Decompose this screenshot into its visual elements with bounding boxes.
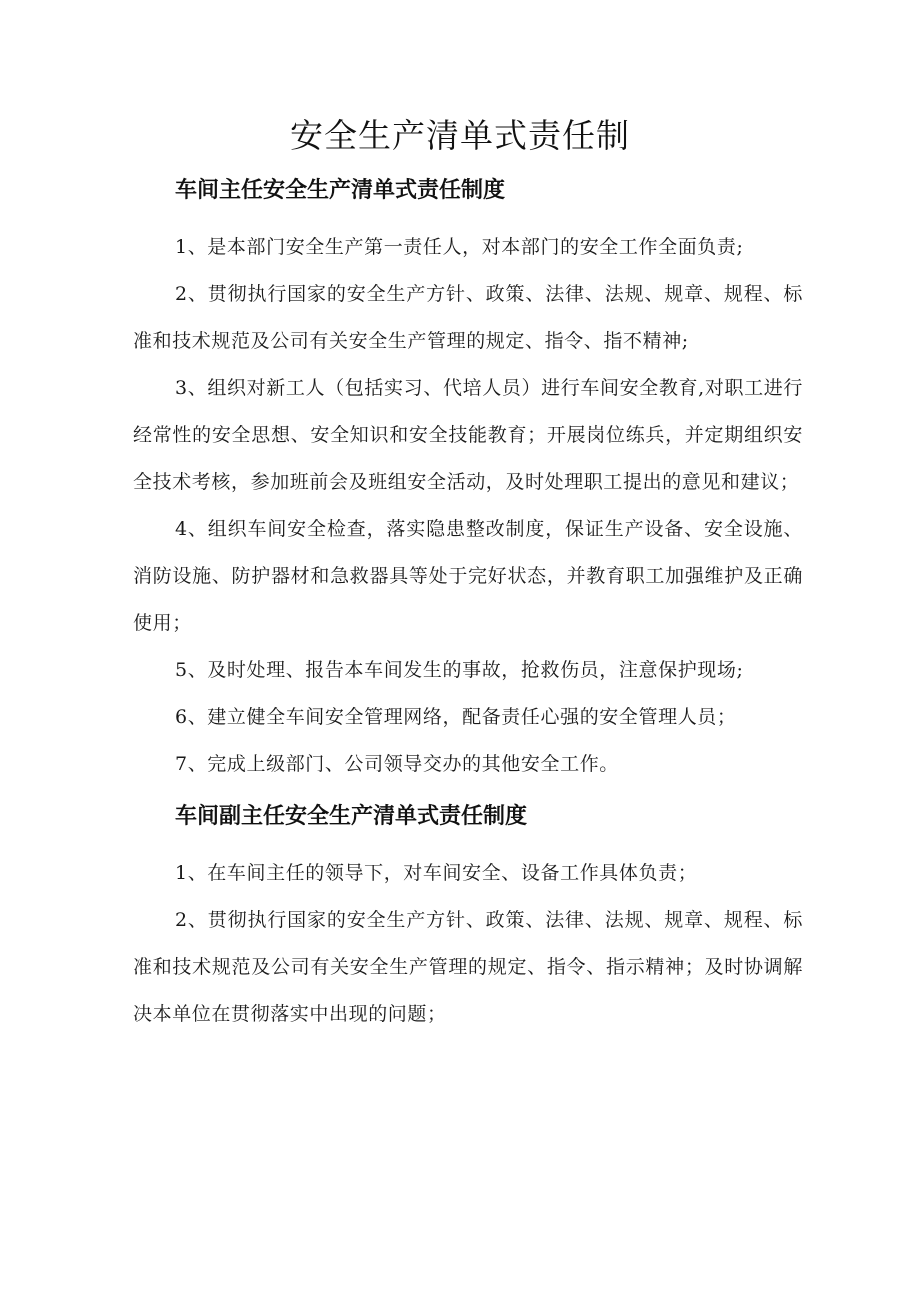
clause-paragraph: 4、组织车间安全检查，落实隐患整改制度，保证生产设备、安全设施、消防设施、防护器材和急救器具等处于完好状态，并教育职工加强维护及正确使用； [133, 518, 803, 634]
clause-paragraph: 3、组织对新工人（包括实习、代培人员）进行车间安全教育,对职工进行经常性的安全思想、安全知识和安全技能教育；开展岗位练兵，并定期组织安全技术考核，参加班前会及班组安全活动，及时处理职工提出的意见和建议； [133, 377, 803, 493]
clause-paragraph: 2、贯彻执行国家的安全生产方针、政策、法律、法规、规章、规程、标准和技术规范及公司有关安全生产管理的规定、指令、指不精神; [133, 283, 803, 352]
section-deputy-director [133, 794, 803, 1038]
clause-paragraph: 6、建立健全车间安全管理网络，配备责任心强的安全管理人员； [175, 706, 737, 728]
clause-paragraph: 1、是本部门安全生产第一责任人，对本部门的安全工作全面负责; [175, 236, 744, 258]
section-heading: 车间副主任安全生产清单式责任制度 [175, 804, 528, 829]
clause-paragraph: 1、在车间主任的领导下，对车间安全、设备工作具体负责； [175, 862, 698, 884]
clause-paragraph: 7、完成上级部门、公司领导交办的其他安全工作。 [175, 753, 619, 775]
document-body [133, 168, 803, 1038]
clause-paragraph: 2、贯彻执行国家的安全生产方针、政策、法律、法规、规章、规程、标准和技术规范及公司有关安全生产管理的规定、指令、指示精神；及时协调解决本单位在贯彻落实中出现的问题； [133, 909, 803, 1025]
section-heading: 车间主任安全生产清单式责任制度 [175, 178, 506, 203]
section-workshop-director [133, 168, 803, 788]
clause-paragraph: 5、及时处理、报告本车间发生的事故，抢救伤员，注意保护现场; [175, 659, 744, 681]
document-title: 安全生产清单式责任制 [290, 116, 630, 155]
